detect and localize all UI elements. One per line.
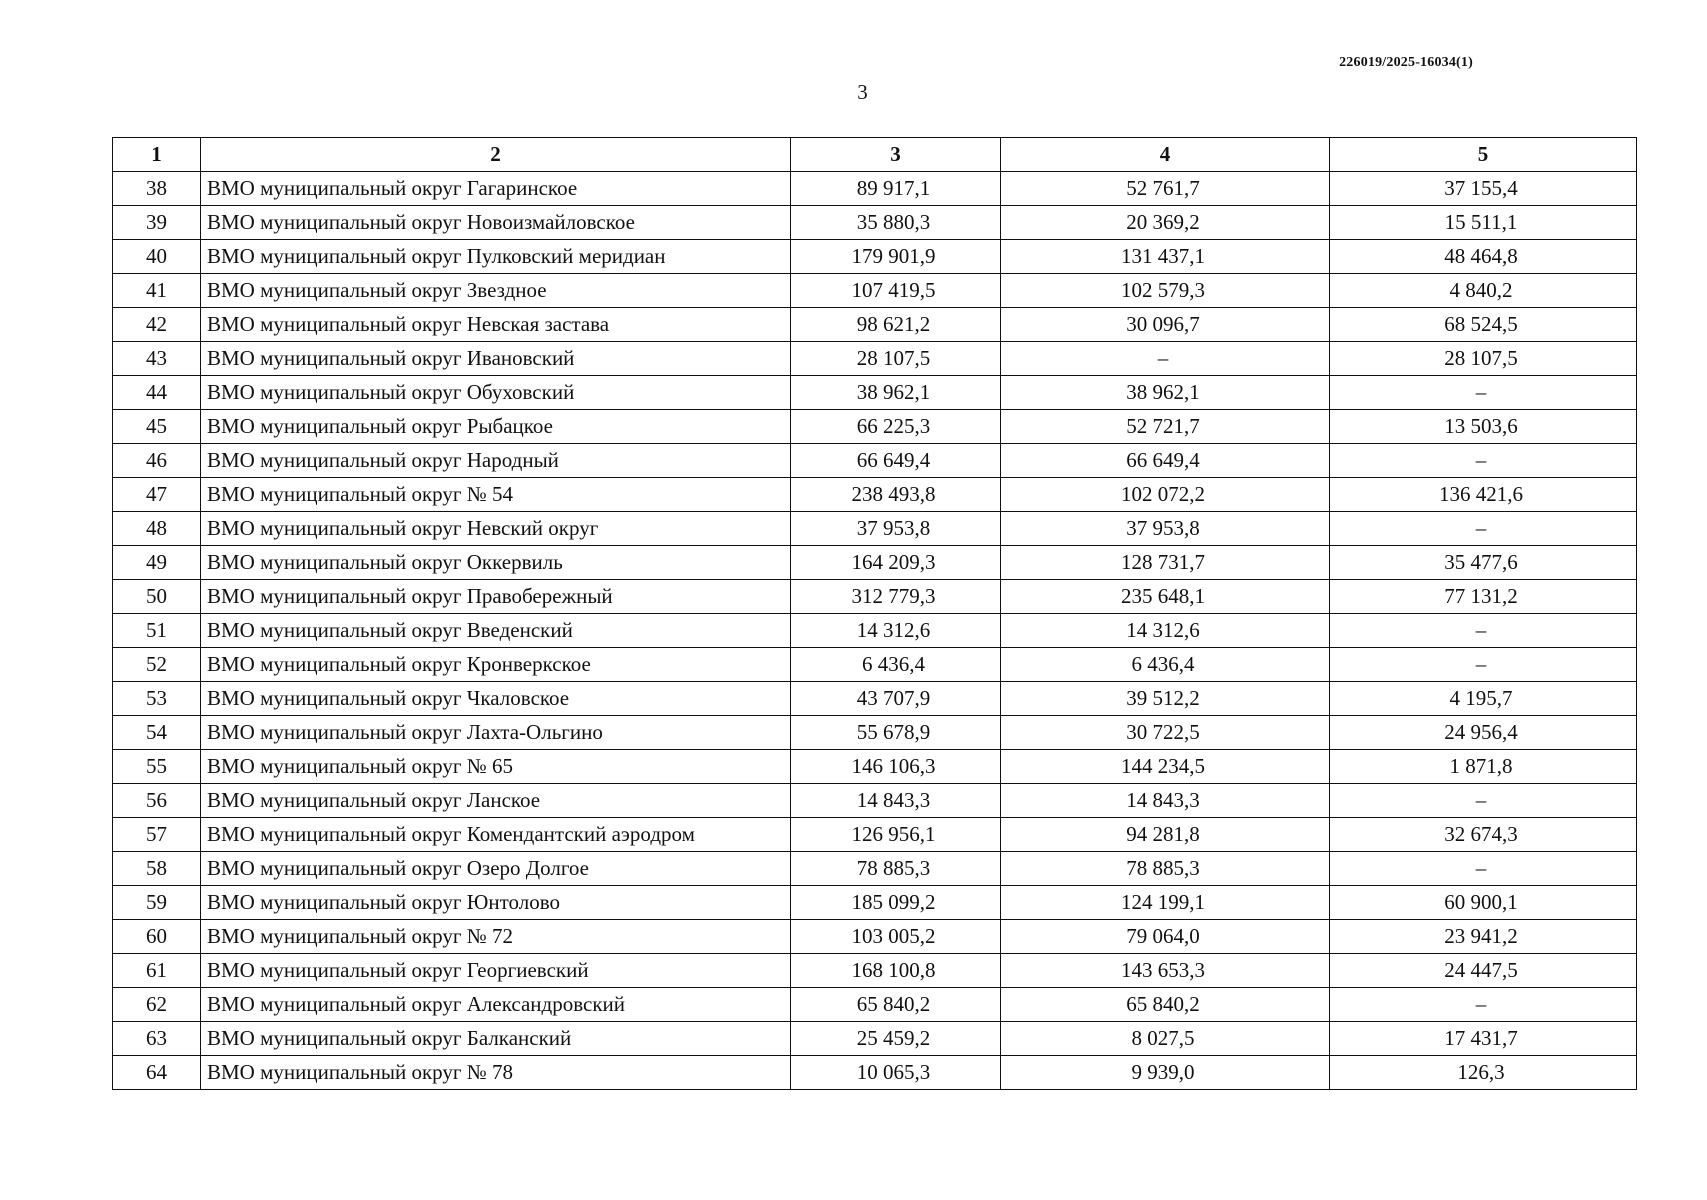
- district-name-cell: ВМО муниципальный округ Балканский: [201, 1022, 791, 1056]
- value-cell-col4: 78 885,3: [1001, 852, 1330, 886]
- value-cell-col5: –: [1330, 614, 1637, 648]
- value-cell-col3: 185 099,2: [791, 886, 1001, 920]
- table-row: [113, 818, 1637, 852]
- value-cell-col4: 20 369,2: [1001, 206, 1330, 240]
- value-cell-col3: 98 621,2: [791, 308, 1001, 342]
- table-row: [113, 648, 1637, 682]
- district-name-cell: ВМО муниципальный округ Лахта-Ольгино: [201, 716, 791, 750]
- district-name-cell: ВМО муниципальный округ Пулковский меридиан: [201, 240, 791, 274]
- value-cell-col3: 14 312,6: [791, 614, 1001, 648]
- column-header: 3: [791, 138, 1001, 172]
- value-cell-col3: 14 843,3: [791, 784, 1001, 818]
- value-cell-col4: 102 072,2: [1001, 478, 1330, 512]
- row-number-cell: 44: [113, 376, 201, 410]
- value-cell-col5: 35 477,6: [1330, 546, 1637, 580]
- value-cell-col4: 14 843,3: [1001, 784, 1330, 818]
- district-name-cell: ВМО муниципальный округ Введенский: [201, 614, 791, 648]
- value-cell-col4: 131 437,1: [1001, 240, 1330, 274]
- value-cell-col4: 143 653,3: [1001, 954, 1330, 988]
- district-name-cell: ВМО муниципальный округ Гагаринское: [201, 172, 791, 206]
- district-name-cell: ВМО муниципальный округ № 72: [201, 920, 791, 954]
- table-row: [113, 954, 1637, 988]
- value-cell-col4: 66 649,4: [1001, 444, 1330, 478]
- value-cell-col5: –: [1330, 376, 1637, 410]
- district-name-cell: ВМО муниципальный округ Озеро Долгое: [201, 852, 791, 886]
- district-name-cell: ВМО муниципальный округ Обуховский: [201, 376, 791, 410]
- value-cell-col5: –: [1330, 988, 1637, 1022]
- row-number-cell: 50: [113, 580, 201, 614]
- value-cell-col3: 37 953,8: [791, 512, 1001, 546]
- value-cell-col4: 79 064,0: [1001, 920, 1330, 954]
- value-cell-col3: 168 100,8: [791, 954, 1001, 988]
- value-cell-col5: 68 524,5: [1330, 308, 1637, 342]
- row-number-cell: 58: [113, 852, 201, 886]
- value-cell-col5: 4 195,7: [1330, 682, 1637, 716]
- table-row: [113, 342, 1637, 376]
- district-name-cell: ВМО муниципальный округ Ивановский: [201, 342, 791, 376]
- table-row: [113, 376, 1637, 410]
- table-row: [113, 206, 1637, 240]
- value-cell-col3: 146 106,3: [791, 750, 1001, 784]
- table-row: [113, 1056, 1637, 1090]
- value-cell-col3: 65 840,2: [791, 988, 1001, 1022]
- value-cell-col4: 102 579,3: [1001, 274, 1330, 308]
- district-name-cell: ВМО муниципальный округ Ланское: [201, 784, 791, 818]
- district-name-cell: ВМО муниципальный округ № 54: [201, 478, 791, 512]
- district-name-cell: ВМО муниципальный округ Александровский: [201, 988, 791, 1022]
- value-cell-col4: 9 939,0: [1001, 1056, 1330, 1090]
- column-header: 4: [1001, 138, 1330, 172]
- row-number-cell: 64: [113, 1056, 201, 1090]
- table-row: [113, 172, 1637, 206]
- value-cell-col3: 312 779,3: [791, 580, 1001, 614]
- document-id: 226019/2025-16034(1): [1339, 55, 1473, 70]
- table-row: [113, 546, 1637, 580]
- value-cell-col4: 37 953,8: [1001, 512, 1330, 546]
- value-cell-col4: 124 199,1: [1001, 886, 1330, 920]
- row-number-cell: 55: [113, 750, 201, 784]
- row-number-cell: 41: [113, 274, 201, 308]
- table-row: [113, 716, 1637, 750]
- column-header: 1: [113, 138, 201, 172]
- value-cell-col5: 4 840,2: [1330, 274, 1637, 308]
- value-cell-col3: 66 649,4: [791, 444, 1001, 478]
- table-row: [113, 920, 1637, 954]
- value-cell-col5: 32 674,3: [1330, 818, 1637, 852]
- district-name-cell: ВМО муниципальный округ Кронверкское: [201, 648, 791, 682]
- value-cell-col5: 37 155,4: [1330, 172, 1637, 206]
- value-cell-col3: 89 917,1: [791, 172, 1001, 206]
- row-number-cell: 49: [113, 546, 201, 580]
- table-row: [113, 240, 1637, 274]
- value-cell-col3: 35 880,3: [791, 206, 1001, 240]
- row-number-cell: 61: [113, 954, 201, 988]
- value-cell-col4: 30 096,7: [1001, 308, 1330, 342]
- value-cell-col3: 10 065,3: [791, 1056, 1001, 1090]
- value-cell-col5: 17 431,7: [1330, 1022, 1637, 1056]
- table-row: [113, 784, 1637, 818]
- value-cell-col4: 52 721,7: [1001, 410, 1330, 444]
- row-number-cell: 48: [113, 512, 201, 546]
- district-name-cell: ВМО муниципальный округ Невский округ: [201, 512, 791, 546]
- district-name-cell: ВМО муниципальный округ Комендантский аэродром: [201, 818, 791, 852]
- row-number-cell: 51: [113, 614, 201, 648]
- row-number-cell: 54: [113, 716, 201, 750]
- table-row: [113, 750, 1637, 784]
- value-cell-col4: 8 027,5: [1001, 1022, 1330, 1056]
- table-row: [113, 580, 1637, 614]
- value-cell-col5: 126,3: [1330, 1056, 1637, 1090]
- value-cell-col5: –: [1330, 784, 1637, 818]
- row-number-cell: 62: [113, 988, 201, 1022]
- value-cell-col5: 60 900,1: [1330, 886, 1637, 920]
- value-cell-col3: 28 107,5: [791, 342, 1001, 376]
- row-number-cell: 47: [113, 478, 201, 512]
- value-cell-col4: –: [1001, 342, 1330, 376]
- row-number-cell: 52: [113, 648, 201, 682]
- table-row: [113, 478, 1637, 512]
- value-cell-col4: 128 731,7: [1001, 546, 1330, 580]
- district-name-cell: ВМО муниципальный округ № 78: [201, 1056, 791, 1090]
- value-cell-col4: 14 312,6: [1001, 614, 1330, 648]
- page-number: 3: [857, 80, 868, 104]
- value-cell-col3: 126 956,1: [791, 818, 1001, 852]
- row-number-cell: 40: [113, 240, 201, 274]
- value-cell-col3: 164 209,3: [791, 546, 1001, 580]
- value-cell-col4: 30 722,5: [1001, 716, 1330, 750]
- value-cell-col5: 1 871,8: [1330, 750, 1637, 784]
- value-cell-col3: 238 493,8: [791, 478, 1001, 512]
- district-name-cell: ВМО муниципальный округ Невская застава: [201, 308, 791, 342]
- value-cell-col4: 65 840,2: [1001, 988, 1330, 1022]
- value-cell-col3: 78 885,3: [791, 852, 1001, 886]
- value-cell-col3: 6 436,4: [791, 648, 1001, 682]
- value-cell-col5: 24 956,4: [1330, 716, 1637, 750]
- row-number-cell: 53: [113, 682, 201, 716]
- table-row: [113, 614, 1637, 648]
- value-cell-col3: 43 707,9: [791, 682, 1001, 716]
- table-row: [113, 444, 1637, 478]
- value-cell-col4: 235 648,1: [1001, 580, 1330, 614]
- value-cell-col4: 38 962,1: [1001, 376, 1330, 410]
- table-row: [113, 410, 1637, 444]
- value-cell-col3: 25 459,2: [791, 1022, 1001, 1056]
- value-cell-col4: 144 234,5: [1001, 750, 1330, 784]
- value-cell-col5: 28 107,5: [1330, 342, 1637, 376]
- row-number-cell: 45: [113, 410, 201, 444]
- table-header-row: [113, 138, 1637, 172]
- value-cell-col3: 103 005,2: [791, 920, 1001, 954]
- value-cell-col3: 107 419,5: [791, 274, 1001, 308]
- value-cell-col5: –: [1330, 444, 1637, 478]
- value-cell-col5: 15 511,1: [1330, 206, 1637, 240]
- value-cell-col4: 94 281,8: [1001, 818, 1330, 852]
- table-row: [113, 852, 1637, 886]
- table-row: [113, 512, 1637, 546]
- row-number-cell: 38: [113, 172, 201, 206]
- district-name-cell: ВМО муниципальный округ Чкаловское: [201, 682, 791, 716]
- value-cell-col5: 24 447,5: [1330, 954, 1637, 988]
- value-cell-col3: 38 962,1: [791, 376, 1001, 410]
- value-cell-col5: –: [1330, 648, 1637, 682]
- table-row: [113, 1022, 1637, 1056]
- district-name-cell: ВМО муниципальный округ Рыбацкое: [201, 410, 791, 444]
- table-row: [113, 886, 1637, 920]
- table-row: [113, 274, 1637, 308]
- district-name-cell: ВМО муниципальный округ Юнтолово: [201, 886, 791, 920]
- district-name-cell: ВМО муниципальный округ Новоизмайловское: [201, 206, 791, 240]
- row-number-cell: 56: [113, 784, 201, 818]
- column-header: 5: [1330, 138, 1637, 172]
- table-row: [113, 988, 1637, 1022]
- district-name-cell: ВМО муниципальный округ № 65: [201, 750, 791, 784]
- district-name-cell: ВМО муниципальный округ Георгиевский: [201, 954, 791, 988]
- value-cell-col4: 52 761,7: [1001, 172, 1330, 206]
- row-number-cell: 46: [113, 444, 201, 478]
- value-cell-col5: 136 421,6: [1330, 478, 1637, 512]
- district-name-cell: ВМО муниципальный округ Правобережный: [201, 580, 791, 614]
- district-name-cell: ВМО муниципальный округ Народный: [201, 444, 791, 478]
- value-cell-col5: 48 464,8: [1330, 240, 1637, 274]
- value-cell-col3: 179 901,9: [791, 240, 1001, 274]
- row-number-cell: 43: [113, 342, 201, 376]
- data-table: [112, 137, 1637, 1090]
- row-number-cell: 59: [113, 886, 201, 920]
- district-name-cell: ВМО муниципальный округ Звездное: [201, 274, 791, 308]
- row-number-cell: 60: [113, 920, 201, 954]
- district-name-cell: ВМО муниципальный округ Оккервиль: [201, 546, 791, 580]
- value-cell-col5: –: [1330, 852, 1637, 886]
- table-row: [113, 682, 1637, 716]
- value-cell-col4: 39 512,2: [1001, 682, 1330, 716]
- value-cell-col4: 6 436,4: [1001, 648, 1330, 682]
- table-body: [113, 172, 1637, 1090]
- row-number-cell: 42: [113, 308, 201, 342]
- row-number-cell: 63: [113, 1022, 201, 1056]
- row-number-cell: 39: [113, 206, 201, 240]
- value-cell-col5: 77 131,2: [1330, 580, 1637, 614]
- value-cell-col3: 66 225,3: [791, 410, 1001, 444]
- value-cell-col3: 55 678,9: [791, 716, 1001, 750]
- value-cell-col5: –: [1330, 512, 1637, 546]
- row-number-cell: 57: [113, 818, 201, 852]
- value-cell-col5: 13 503,6: [1330, 410, 1637, 444]
- table-row: [113, 308, 1637, 342]
- value-cell-col5: 23 941,2: [1330, 920, 1637, 954]
- column-header: 2: [201, 138, 791, 172]
